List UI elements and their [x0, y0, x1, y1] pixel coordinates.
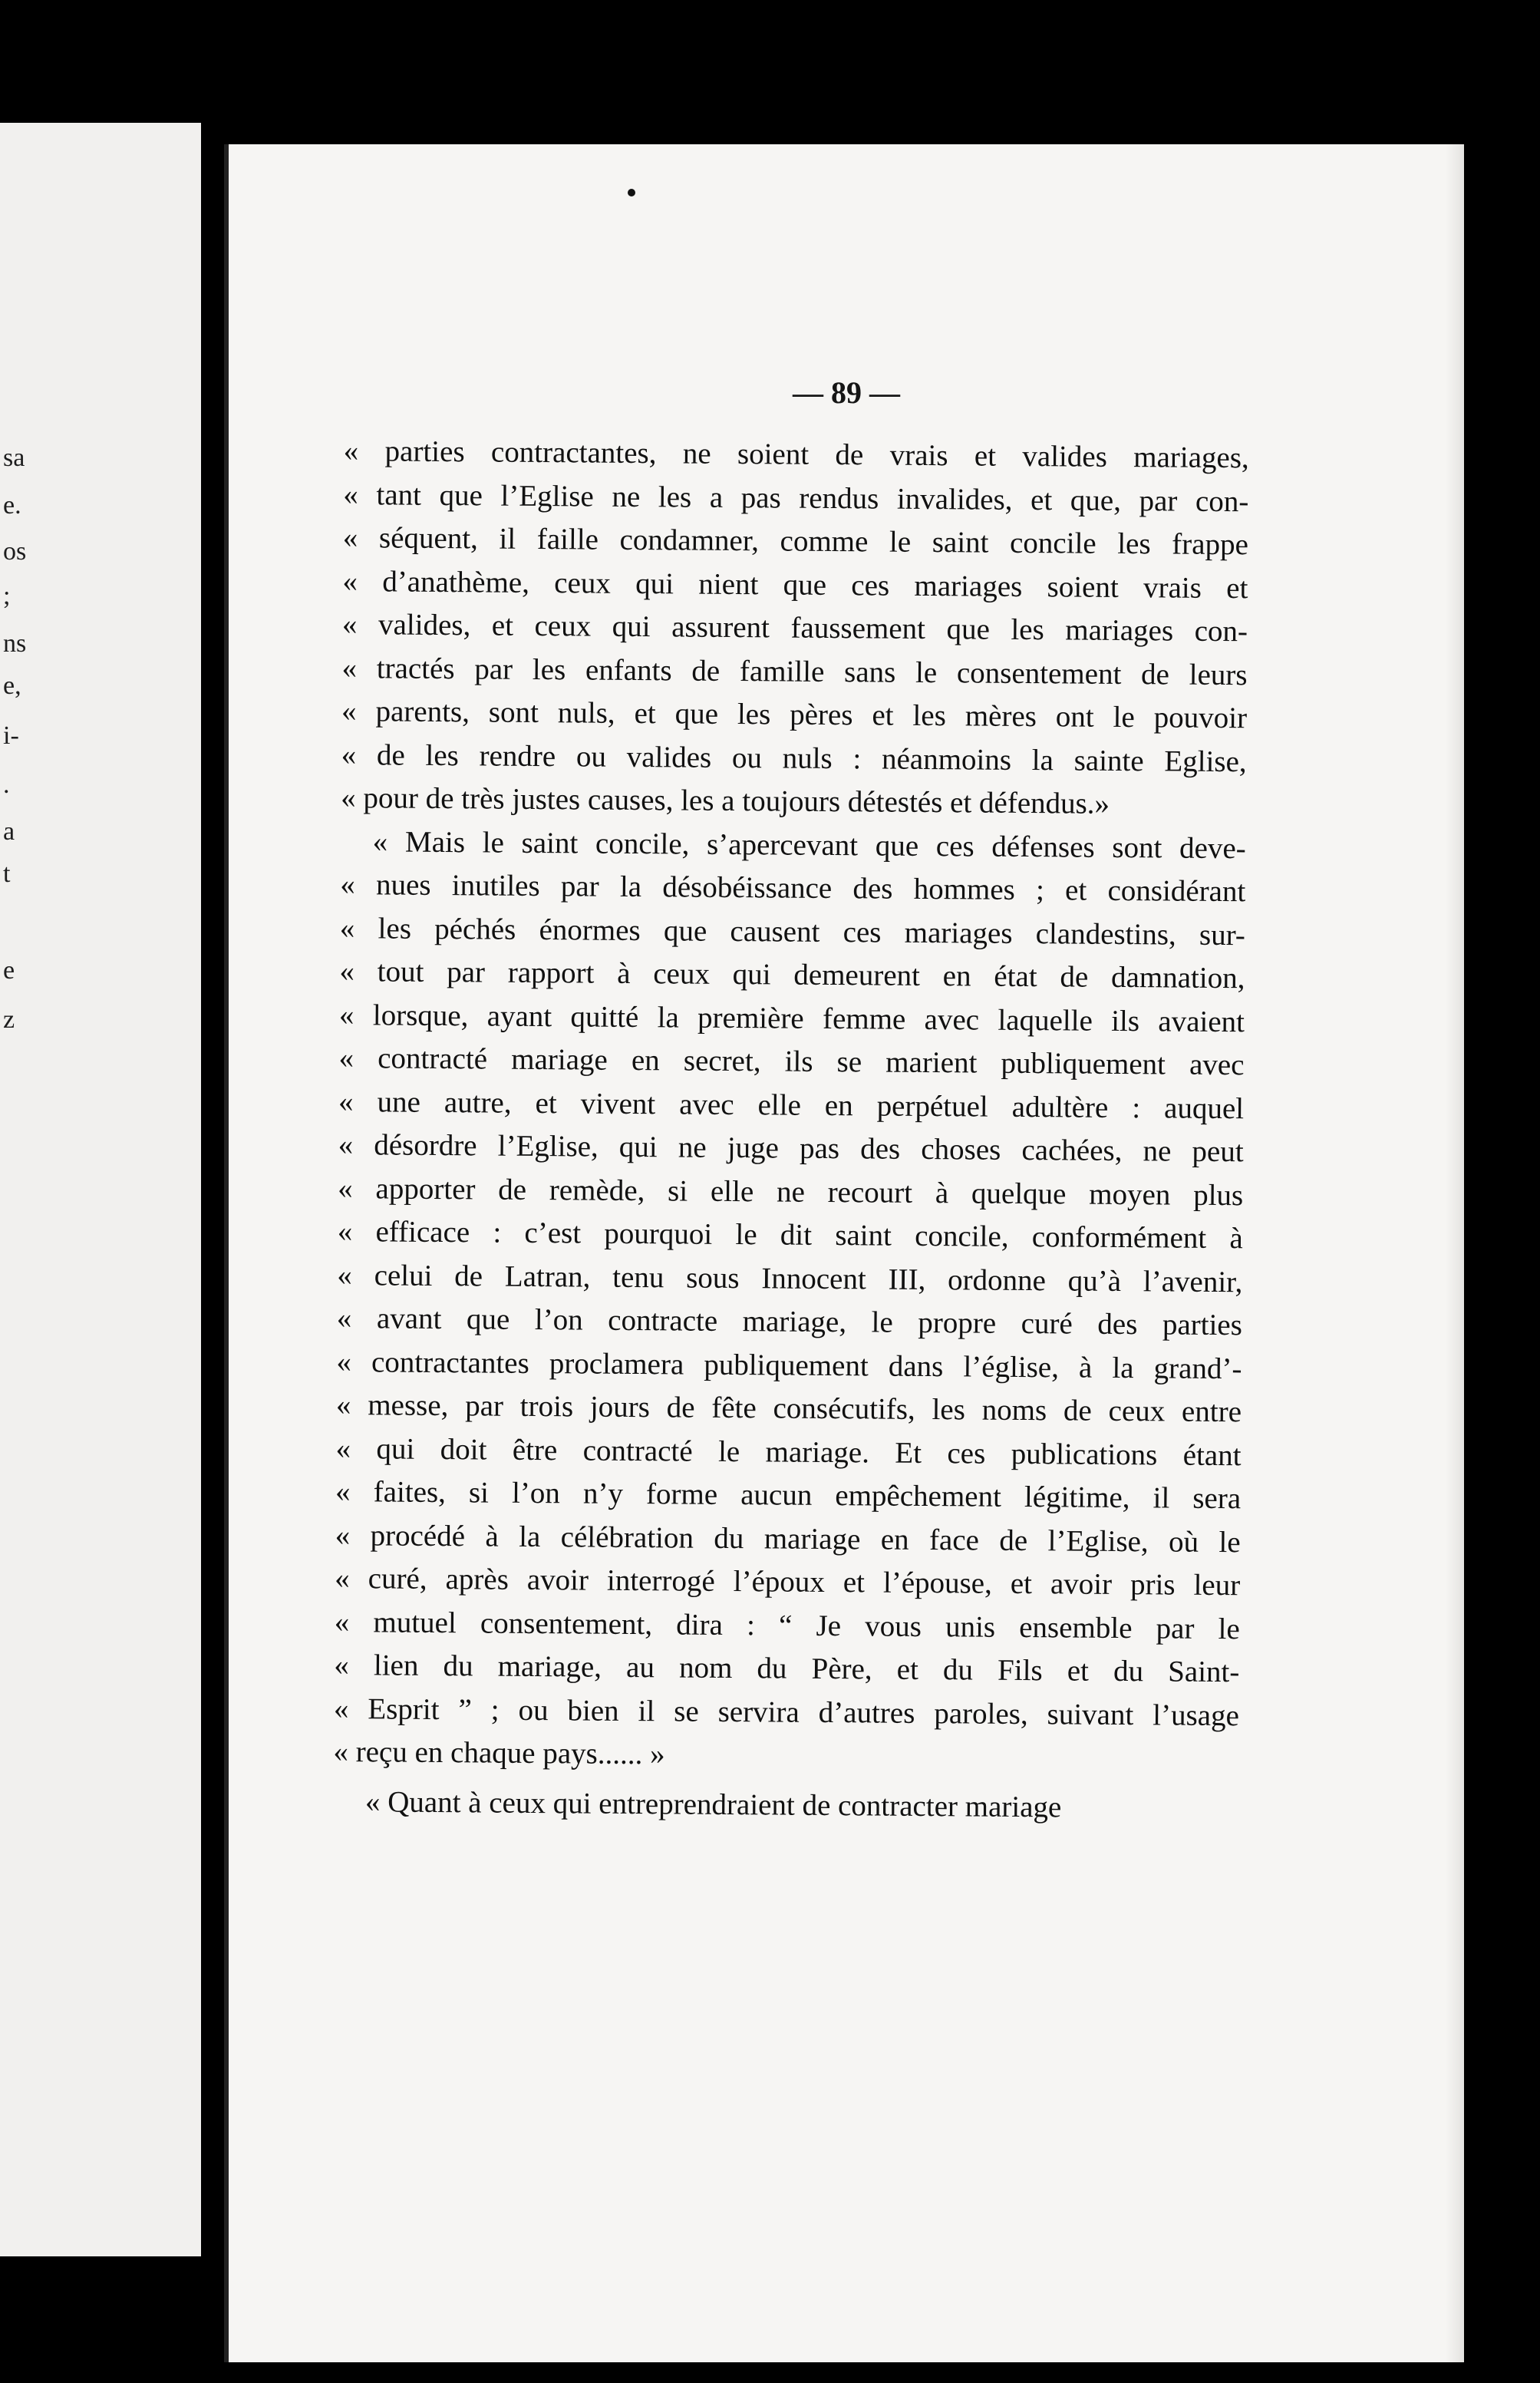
text-line: « les péchés énormes que causent ces mariages clandestins, sur-	[339, 911, 1246, 952]
left-fragment: os	[3, 537, 27, 566]
text-line: « faites, si l’on n’y forme aucun empêchement légitime, il sera	[335, 1474, 1242, 1516]
text-line: « contracté mariage en secret, ils se marient publiquement avec	[338, 1041, 1245, 1082]
left-fragment: z	[3, 1005, 15, 1034]
left-fragment: ;	[3, 582, 11, 610]
text-line: « Mais le saint concile, s’apercevant que ces défenses sont deve-	[372, 824, 1246, 865]
text-line: « messe, par trois jours de fête consécutifs, les noms de ceux entre	[335, 1388, 1242, 1429]
text-line: « valides, et ceux qui assurent faussement que les mariages con-	[341, 607, 1248, 649]
left-fragment: i-	[3, 721, 19, 750]
text-line: « apporter de remède, si elle ne recourt à quelque moyen plus	[338, 1171, 1244, 1212]
left-fragment: a	[3, 817, 15, 846]
left-fragment: e,	[3, 672, 21, 700]
text-line: « lorsque, ayant quitté la première femme avec laquelle ils avaient	[338, 998, 1245, 1038]
text-line: « reçu en chaque pays...... »	[333, 1734, 665, 1771]
text-line: « de les rendre ou valides ou nuls : néanmoins la sainte Eglise,	[341, 738, 1247, 778]
text-line: « mutuel consentement, dira : “ Je vous unis ensemble par le	[334, 1605, 1240, 1645]
left-fragment: e.	[3, 491, 21, 520]
text-line: « désordre l’Eglise, qui ne juge pas des choses cachées, ne peut	[338, 1127, 1244, 1169]
text-line: « tant que l’Eglise ne les a pas rendus invalides, et que, par con-	[343, 477, 1249, 518]
text-line: « Esprit ” ; ou bien il se servira d’autres paroles, suivant l’usage	[333, 1692, 1240, 1732]
text-line: « procédé à la célébration du mariage en face de l’Eglise, où le	[335, 1518, 1241, 1559]
left-fragment: e	[3, 956, 15, 985]
text-line: « tractés par les enfants de famille sans le consentement de leurs	[341, 651, 1248, 691]
page-number: — 89 —	[793, 375, 900, 410]
left-fragment: ns	[3, 629, 27, 658]
left-fragment: sa	[3, 444, 25, 472]
text-line: « efficace : c’est pourquoi le dit saint concile, conformément à	[337, 1214, 1243, 1256]
text-line: « qui doit être contracté le mariage. Et ces publications étant	[335, 1431, 1242, 1472]
page-edge	[1446, 144, 1464, 2362]
text-line: « pour de très justes causes, les a toujours détestés et défendus.»	[341, 781, 1110, 820]
text-line: « curé, après avoir interrogé l’époux et l’épouse, et avoir pris leur	[335, 1561, 1241, 1602]
text-line: « parties contractantes, ne soient de vrais et valides mariages,	[343, 434, 1249, 475]
text-line: « Quant à ceux qui entreprendraient de contracter mariage	[364, 1784, 1062, 1824]
text-line: « tout par rapport à ceux qui demeurent en état de damnation,	[339, 954, 1245, 995]
left-page-fragment	[0, 123, 201, 2256]
ink-speck	[628, 189, 635, 196]
text-line: « lien du mariage, au nom du Père, et du Fils et du Saint-	[334, 1648, 1240, 1689]
text-line: « d’anathème, ceux qui nient que ces mariages soient vrais et	[342, 564, 1248, 605]
text-line: « séquent, il faille condamner, comme le saint concile les frappe	[342, 520, 1249, 562]
body-text	[333, 430, 1249, 1830]
text-line: « contractantes proclamera publiquement dans l’église, à la grand’-	[336, 1345, 1242, 1385]
text-line: « nues inutiles par la désobéissance des hommes ; et considérant	[340, 867, 1246, 909]
text-line: « avant que l’on contracte mariage, le propre curé des parties	[336, 1301, 1243, 1342]
left-fragment: t	[3, 860, 11, 888]
text-line: « une autre, et vivent avec elle en perpétuel adultère : auquel	[338, 1084, 1245, 1125]
text-line: « parents, sont nuls, et que les pères et les mères ont le pouvoir	[341, 694, 1248, 735]
text-line: « celui de Latran, tenu sous Innocent III, ordonne qu’à l’avenir,	[337, 1258, 1243, 1299]
book-page	[224, 144, 1464, 2362]
left-fragment: .	[3, 771, 10, 799]
